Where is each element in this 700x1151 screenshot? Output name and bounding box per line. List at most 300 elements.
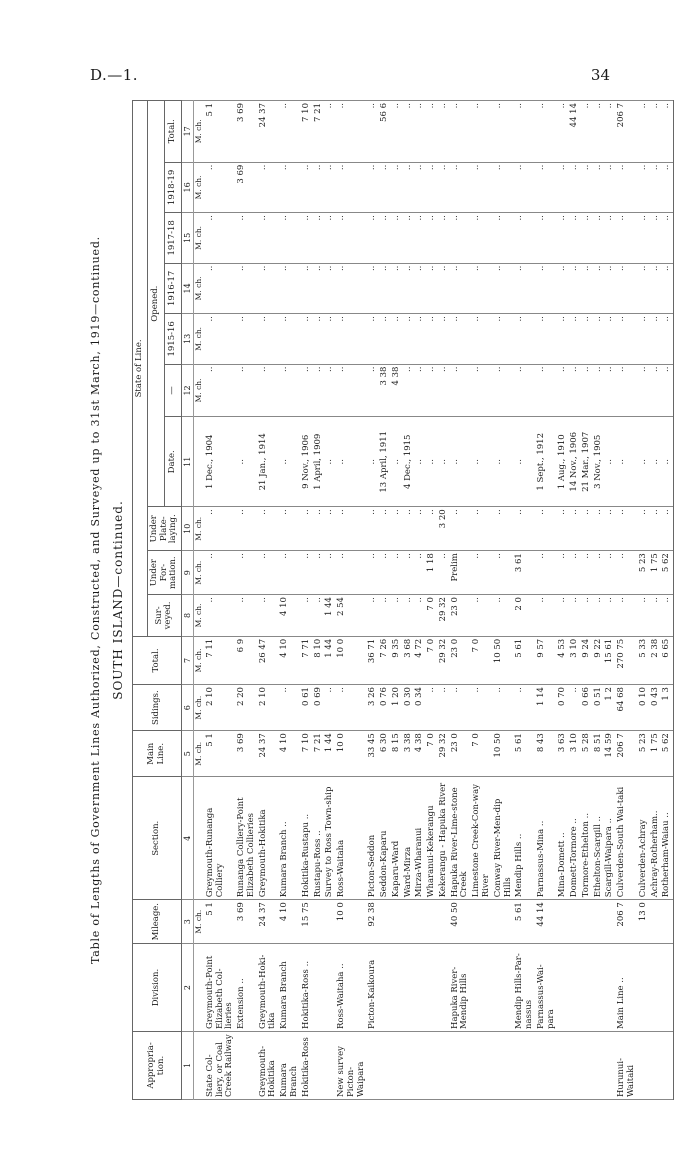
- cell-total: 9 24: [581, 636, 593, 684]
- col-number: 1: [182, 1031, 194, 1099]
- cell-sidings: 0 66: [581, 685, 593, 731]
- document-reference: D.—1.: [90, 66, 139, 84]
- cell-sidings: ..: [514, 685, 536, 731]
- cell-opened-1917-18: ..: [426, 213, 438, 263]
- cell-opened-1915-16: ..: [438, 314, 450, 364]
- col-1917-18: 1917-18: [164, 213, 181, 263]
- cell-opened-1917-18: ..: [403, 213, 415, 263]
- cell-opened-1915-16: ..: [581, 314, 593, 364]
- cell-under-formation: ..: [471, 551, 493, 595]
- cell-division: [661, 944, 673, 1032]
- cell-surveyed: ..: [258, 595, 280, 637]
- cell-total: 6 65: [661, 636, 673, 684]
- cell-opened-1918-19: ..: [569, 162, 581, 212]
- cell-appropriation: [661, 1031, 673, 1099]
- cell-opened-1916-17: ..: [313, 263, 325, 313]
- cell-sidings: ..: [569, 685, 581, 731]
- cell-appropriation: [236, 1031, 258, 1099]
- cell-surveyed: 2 0: [514, 595, 536, 637]
- cell-opened-1915-16: ..: [279, 314, 301, 364]
- cell-total: 10 50: [493, 636, 515, 684]
- cell-opened-dash: ..: [236, 364, 258, 417]
- cell-total: 5 33: [638, 636, 650, 684]
- cell-total: 2 38: [650, 636, 662, 684]
- col-appropriation: Appropria-tion.: [133, 1031, 182, 1099]
- cell-opened-1917-18: ..: [336, 213, 367, 263]
- cell-opened-1915-16: ..: [450, 314, 472, 364]
- cell-opened-1915-16: ..: [379, 314, 391, 364]
- cell-opened-dash: ..: [279, 364, 301, 417]
- unit-label: M. ch.: [194, 685, 205, 731]
- cell-surveyed: ..: [536, 595, 558, 637]
- cell-opened-1917-18: ..: [471, 213, 493, 263]
- cell-opened-1916-17: ..: [581, 263, 593, 313]
- col-number: 7: [182, 636, 194, 684]
- cell-under-platelaying: ..: [604, 507, 616, 551]
- cell-appropriation: [471, 1031, 493, 1099]
- table-row: [336, 101, 367, 1100]
- cell-opened-1915-16: ..: [336, 314, 367, 364]
- cell-division: Greymouth-Hoki-tika: [258, 944, 280, 1032]
- cell-appropriation: [438, 1031, 450, 1099]
- cell-appropriation: [514, 1031, 536, 1099]
- cell-mileage: [324, 900, 336, 944]
- cell-mileage: [593, 900, 605, 944]
- cell-section: Ethelton-Scargill ..: [593, 777, 605, 900]
- cell-opened-dash: ..: [661, 364, 673, 417]
- col-number: 14: [182, 263, 194, 313]
- lines-table: [132, 100, 674, 1100]
- cell-opened-total: 44 14: [569, 101, 581, 163]
- cell-opened-dash: 3 38: [379, 364, 391, 417]
- cell-opened-1917-18: ..: [258, 213, 280, 263]
- cell-opened-1916-17: ..: [205, 263, 236, 313]
- cell-main-line: 5 1: [205, 731, 236, 777]
- cell-opened-1915-16: ..: [367, 314, 379, 364]
- cell-opened-1916-17: ..: [493, 263, 515, 313]
- rotated-table-sheet: [89, 100, 672, 1100]
- unit-label: M. ch.: [194, 263, 205, 313]
- cell-mileage: [414, 900, 426, 944]
- cell-sidings: 64 68: [616, 685, 638, 731]
- cell-opened-1918-19: ..: [379, 162, 391, 212]
- cell-opened-1918-19: ..: [426, 162, 438, 212]
- cell-opened-1918-19: ..: [557, 162, 569, 212]
- cell-date: ..: [493, 417, 515, 507]
- cell-opened-total: 56 6: [379, 101, 391, 163]
- cell-under-formation: ..: [403, 551, 415, 595]
- table-row: [581, 101, 593, 1100]
- cell-main-line: 10 50: [493, 731, 515, 777]
- cell-division: [391, 944, 403, 1032]
- cell-main-line: 5 28: [581, 731, 593, 777]
- table-row: [301, 101, 313, 1100]
- cell-opened-total: 7 10: [301, 101, 313, 163]
- table-subtitle: SOUTH ISLAND—continued.: [111, 500, 125, 700]
- cell-under-platelaying: ..: [593, 507, 605, 551]
- cell-opened-1917-18: ..: [569, 213, 581, 263]
- cell-opened-total: ..: [414, 101, 426, 163]
- cell-section: Mirza-Wharanui: [414, 777, 426, 900]
- cell-main-line: 8 51: [593, 731, 605, 777]
- cell-under-formation: ..: [593, 551, 605, 595]
- table-row: [205, 101, 236, 1100]
- cell-division: [471, 944, 493, 1032]
- cell-under-platelaying: 3 20: [438, 507, 450, 551]
- cell-opened-dash: ..: [493, 364, 515, 417]
- cell-opened-1917-18: ..: [301, 213, 313, 263]
- cell-under-platelaying: ..: [379, 507, 391, 551]
- cell-total: 23 0: [450, 636, 472, 684]
- cell-under-formation: ..: [438, 551, 450, 595]
- cell-division: Hokitika-Ross ..: [301, 944, 313, 1032]
- cell-date: ..: [324, 417, 336, 507]
- cell-date: 3 Nov., 1905: [593, 417, 605, 507]
- cell-main-line: 29 32: [438, 731, 450, 777]
- cell-surveyed: ..: [493, 595, 515, 637]
- cell-division: [557, 944, 569, 1032]
- cell-under-formation: 1 75: [650, 551, 662, 595]
- cell-under-formation: ..: [301, 551, 313, 595]
- col-opened-total: Total.: [164, 101, 181, 163]
- cell-opened-dash: ..: [593, 364, 605, 417]
- cell-section: Picton-Seddon: [367, 777, 379, 900]
- cell-date: ..: [236, 417, 258, 507]
- cell-division: Greymouth-Point Elizabeth Col-lieries: [205, 944, 236, 1032]
- cell-section: Ward-Mirza: [403, 777, 415, 900]
- cell-under-platelaying: ..: [536, 507, 558, 551]
- cell-main-line: 8 15: [391, 731, 403, 777]
- cell-opened-1915-16: ..: [661, 314, 673, 364]
- cell-appropriation: [581, 1031, 593, 1099]
- cell-opened-dash: ..: [336, 364, 367, 417]
- cell-opened-1916-17: ..: [258, 263, 280, 313]
- col-number: 6: [182, 685, 194, 731]
- cell-opened-1917-18: ..: [616, 213, 638, 263]
- cell-opened-dash: ..: [569, 364, 581, 417]
- table-row: [638, 101, 650, 1100]
- cell-opened-1917-18: ..: [438, 213, 450, 263]
- col-state-of-line: State of Line.: [133, 101, 148, 637]
- table-row: [367, 101, 379, 1100]
- cell-opened-dash: ..: [313, 364, 325, 417]
- cell-sidings: 1 20: [391, 685, 403, 731]
- col-1918-19: 1918-19: [164, 162, 181, 212]
- cell-mileage: 13 0: [638, 900, 650, 944]
- col-number: 8: [182, 595, 194, 637]
- unit-label: M. ch.: [194, 900, 205, 944]
- cell-opened-1918-19: ..: [258, 162, 280, 212]
- cell-opened-total: ..: [471, 101, 493, 163]
- cell-date: 1 April, 1909: [313, 417, 325, 507]
- cell-under-formation: ..: [604, 551, 616, 595]
- cell-opened-1918-19: ..: [604, 162, 616, 212]
- cell-total: 7 26: [379, 636, 391, 684]
- cell-under-platelaying: ..: [661, 507, 673, 551]
- cell-surveyed: ..: [367, 595, 379, 637]
- cell-opened-1916-17: ..: [604, 263, 616, 313]
- cell-appropriation: [604, 1031, 616, 1099]
- cell-date: ..: [450, 417, 472, 507]
- cell-opened-1917-18: ..: [324, 213, 336, 263]
- col-main-line: Main Line.: [133, 731, 182, 777]
- col-section: Section.: [133, 777, 182, 900]
- unit-label: M. ch.: [194, 731, 205, 777]
- cell-section: Culverden-South Wai-taki: [616, 777, 638, 900]
- cell-opened-total: 7 21: [313, 101, 325, 163]
- cell-opened-1915-16: ..: [426, 314, 438, 364]
- table-row: [258, 101, 280, 1100]
- cell-under-platelaying: ..: [336, 507, 367, 551]
- cell-total: 7 0: [471, 636, 493, 684]
- cell-opened-1916-17: ..: [336, 263, 367, 313]
- col-1916-17: 1916-17: [164, 263, 181, 313]
- cell-under-formation: ..: [336, 551, 367, 595]
- cell-main-line: 33 45: [367, 731, 379, 777]
- cell-opened-1918-19: ..: [593, 162, 605, 212]
- cell-surveyed: ..: [569, 595, 581, 637]
- cell-date: ..: [616, 417, 638, 507]
- cell-division: [581, 944, 593, 1032]
- table-row: [438, 101, 450, 1100]
- cell-opened-1918-19: ..: [205, 162, 236, 212]
- col-under-formation: Under For-mation.: [147, 551, 181, 595]
- cell-sidings: 0 61: [301, 685, 313, 731]
- cell-appropriation: [324, 1031, 336, 1099]
- cell-surveyed: 7 0: [426, 595, 438, 637]
- cell-opened-1918-19: ..: [661, 162, 673, 212]
- cell-section: Hapuka River-Lime-stone Creek: [450, 777, 472, 900]
- cell-opened-total: ..: [557, 101, 569, 163]
- cell-surveyed: ..: [379, 595, 391, 637]
- cell-opened-1917-18: ..: [581, 213, 593, 263]
- cell-under-formation: 3 61: [514, 551, 536, 595]
- cell-under-formation: ..: [569, 551, 581, 595]
- cell-total: 4 53: [557, 636, 569, 684]
- cell-section: Rustapu-Ross ..: [313, 777, 325, 900]
- cell-division: Main Line ..: [616, 944, 638, 1032]
- cell-under-platelaying: ..: [493, 507, 515, 551]
- col-number: 5: [182, 731, 194, 777]
- cell-opened-1918-19: ..: [638, 162, 650, 212]
- cell-surveyed: ..: [581, 595, 593, 637]
- cell-opened-dash: ..: [324, 364, 336, 417]
- cell-section: Wharanui-Kekerangu: [426, 777, 438, 900]
- table-row: [236, 101, 258, 1100]
- cell-date: ..: [426, 417, 438, 507]
- cell-sidings: ..: [471, 685, 493, 731]
- cell-sidings: ..: [438, 685, 450, 731]
- cell-appropriation: [426, 1031, 438, 1099]
- cell-opened-total: ..: [391, 101, 403, 163]
- cell-opened-1915-16: ..: [301, 314, 313, 364]
- cell-opened-total: 3 69: [236, 101, 258, 163]
- cell-under-formation: ..: [414, 551, 426, 595]
- cell-mileage: 4 10: [279, 900, 301, 944]
- cell-mileage: 5 61: [514, 900, 536, 944]
- page-header: [90, 66, 610, 88]
- cell-date: ..: [650, 417, 662, 507]
- cell-opened-1915-16: ..: [569, 314, 581, 364]
- cell-date: ..: [604, 417, 616, 507]
- cell-sidings: 0 34: [414, 685, 426, 731]
- cell-sidings: ..: [279, 685, 301, 731]
- cell-opened-1917-18: ..: [236, 213, 258, 263]
- unit-label: M. ch.: [194, 551, 205, 595]
- cell-date: 14 Nov., 1906: [569, 417, 581, 507]
- cell-division: Picton-Kaikoura: [367, 944, 379, 1032]
- cell-under-formation: ..: [279, 551, 301, 595]
- cell-under-formation: ..: [313, 551, 325, 595]
- cell-main-line: 3 63: [557, 731, 569, 777]
- cell-opened-1915-16: ..: [493, 314, 515, 364]
- cell-opened-dash: 4 38: [391, 364, 403, 417]
- cell-date: ..: [391, 417, 403, 507]
- cell-total: 3 68: [403, 636, 415, 684]
- cell-sidings: ..: [450, 685, 472, 731]
- cell-main-line: 206 7: [616, 731, 638, 777]
- cell-opened-dash: ..: [650, 364, 662, 417]
- unit-label: M. ch.: [194, 213, 205, 263]
- cell-section: Domett-Tormore ..: [569, 777, 581, 900]
- cell-division: Ross-Waitaha ..: [336, 944, 367, 1032]
- cell-appropriation: [569, 1031, 581, 1099]
- cell-total: 29 32: [438, 636, 450, 684]
- cell-surveyed: ..: [403, 595, 415, 637]
- cell-opened-1915-16: ..: [557, 314, 569, 364]
- cell-opened-total: ..: [324, 101, 336, 163]
- cell-section: Greymouth-Hokitika: [258, 777, 280, 900]
- cell-mileage: 40 50: [450, 900, 472, 944]
- cell-division: [426, 944, 438, 1032]
- cell-appropriation: New survey Picton-Waipara: [336, 1031, 367, 1099]
- table-row: [279, 101, 301, 1100]
- cell-opened-1915-16: ..: [536, 314, 558, 364]
- cell-mileage: [661, 900, 673, 944]
- cell-opened-1918-19: ..: [450, 162, 472, 212]
- cell-total: 6 9: [236, 636, 258, 684]
- cell-section: Seddon-Kaparu: [379, 777, 391, 900]
- cell-opened-1917-18: ..: [313, 213, 325, 263]
- cell-opened-1918-19: ..: [471, 162, 493, 212]
- cell-opened-total: ..: [593, 101, 605, 163]
- cell-opened-dash: ..: [205, 364, 236, 417]
- cell-opened-1915-16: ..: [324, 314, 336, 364]
- cell-opened-1917-18: ..: [450, 213, 472, 263]
- cell-under-platelaying: ..: [569, 507, 581, 551]
- cell-opened-1916-17: ..: [471, 263, 493, 313]
- cell-surveyed: ..: [301, 595, 313, 637]
- cell-opened-1916-17: ..: [557, 263, 569, 313]
- cell-under-platelaying: ..: [616, 507, 638, 551]
- table-row: [514, 101, 536, 1100]
- cell-mileage: 10 0: [336, 900, 367, 944]
- cell-date: 1 Aug., 1910: [557, 417, 569, 507]
- cell-mileage: [569, 900, 581, 944]
- cell-sidings: ..: [336, 685, 367, 731]
- cell-opened-1915-16: ..: [604, 314, 616, 364]
- cell-opened-total: ..: [493, 101, 515, 163]
- cell-under-formation: ..: [391, 551, 403, 595]
- cell-surveyed: ..: [313, 595, 325, 637]
- cell-opened-1917-18: ..: [661, 213, 673, 263]
- cell-opened-dash: ..: [536, 364, 558, 417]
- cell-opened-1915-16: ..: [391, 314, 403, 364]
- cell-surveyed: 4 10: [279, 595, 301, 637]
- cell-mileage: [581, 900, 593, 944]
- cell-mileage: 24 37: [258, 900, 280, 944]
- cell-under-platelaying: ..: [236, 507, 258, 551]
- cell-division: Kumara Branch: [279, 944, 301, 1032]
- cell-appropriation: [379, 1031, 391, 1099]
- col-number: 11: [182, 417, 194, 507]
- cell-sidings: ..: [426, 685, 438, 731]
- cell-division: [379, 944, 391, 1032]
- cell-opened-1916-17: ..: [569, 263, 581, 313]
- table-row: [426, 101, 438, 1100]
- table-row: [557, 101, 569, 1100]
- col-number: 15: [182, 213, 194, 263]
- col-date: Date.: [164, 417, 181, 507]
- cell-mileage: 92 38: [367, 900, 379, 944]
- table-row: [414, 101, 426, 1100]
- cell-opened-1918-19: ..: [514, 162, 536, 212]
- cell-under-formation: 5 23: [638, 551, 650, 595]
- cell-section: Kekerangu - Hapuka River: [438, 777, 450, 900]
- cell-appropriation: State Col-liery, or Coal Creek Railway: [205, 1031, 236, 1099]
- table-row: [569, 101, 581, 1100]
- cell-opened-total: ..: [336, 101, 367, 163]
- table-row: [450, 101, 472, 1100]
- col-number: 4: [182, 777, 194, 900]
- cell-opened-dash: ..: [471, 364, 493, 417]
- cell-opened-1916-17: ..: [438, 263, 450, 313]
- cell-under-platelaying: ..: [650, 507, 662, 551]
- unit-label: M. ch.: [194, 595, 205, 637]
- cell-appropriation: Hokitika-Ross: [301, 1031, 313, 1099]
- cell-mileage: [493, 900, 515, 944]
- cell-mileage: [604, 900, 616, 944]
- cell-section: Greymouth-Runanga Colliery: [205, 777, 236, 900]
- col-under-platelaying: Under Plate-laying.: [147, 507, 181, 551]
- cell-division: [324, 944, 336, 1032]
- cell-section: Culverden-Achray: [638, 777, 650, 900]
- cell-opened-1918-19: ..: [414, 162, 426, 212]
- cell-appropriation: [313, 1031, 325, 1099]
- cell-date: 9 Nov., 1906: [301, 417, 313, 507]
- cell-total: 36 71: [367, 636, 379, 684]
- table-row: [604, 101, 616, 1100]
- cell-date: 21 Mar., 1907: [581, 417, 593, 507]
- unit-label: M. ch.: [194, 364, 205, 417]
- cell-sidings: ..: [324, 685, 336, 731]
- cell-appropriation: [638, 1031, 650, 1099]
- cell-mileage: [403, 900, 415, 944]
- cell-opened-1917-18: ..: [414, 213, 426, 263]
- cell-opened-total: ..: [581, 101, 593, 163]
- cell-section: Achray-Rotherham..: [650, 777, 662, 900]
- cell-division: [403, 944, 415, 1032]
- table-row: [313, 101, 325, 1100]
- cell-under-platelaying: ..: [258, 507, 280, 551]
- cell-opened-1916-17: ..: [367, 263, 379, 313]
- cell-under-formation: ..: [536, 551, 558, 595]
- cell-opened-1916-17: ..: [514, 263, 536, 313]
- cell-opened-dash: ..: [301, 364, 313, 417]
- table-row: [324, 101, 336, 1100]
- cell-mileage: [313, 900, 325, 944]
- cell-appropriation: [391, 1031, 403, 1099]
